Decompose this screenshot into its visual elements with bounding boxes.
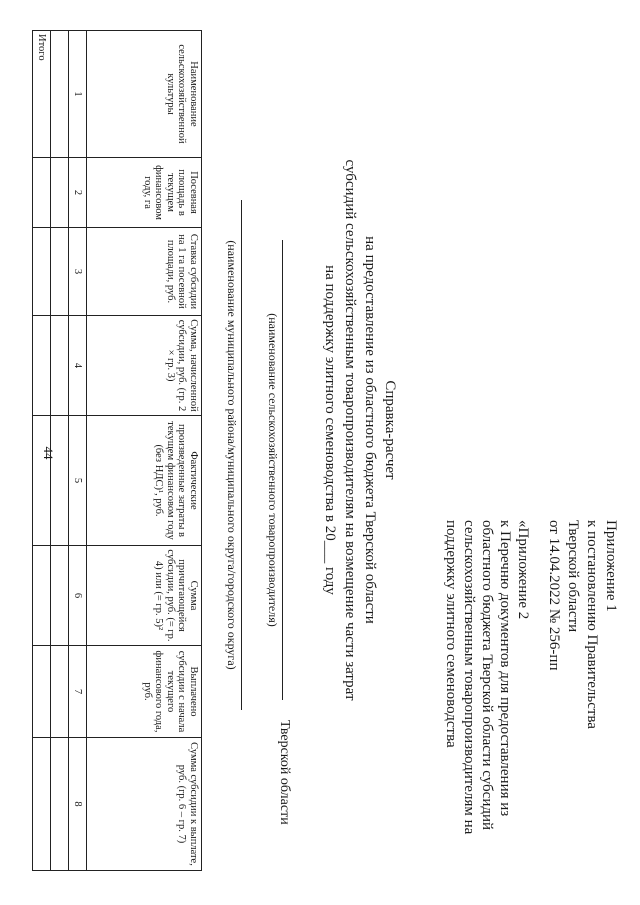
empty-cell [33, 546, 51, 646]
title-line: Справка-расчет [382, 380, 398, 480]
column-number-cell: 3 [69, 228, 87, 316]
empty-cell [33, 738, 51, 871]
column-number-cell: 2 [69, 158, 87, 228]
empty-cell [33, 228, 51, 316]
empty-cell [51, 416, 69, 546]
annex2-header [442, 520, 532, 850]
producer-name-line [282, 240, 283, 700]
rotated-document-content [20, 30, 620, 870]
column-number-row [69, 31, 87, 871]
municipality-caption: (наименование муниципального района/муниципального округа/городского округа) [225, 240, 239, 670]
empty-cell [33, 646, 51, 738]
appendix-line: Тверской области [565, 520, 581, 633]
header-cell: Посевная площадь в текущем финансовом году, га [87, 158, 202, 228]
annex2-line: поддержку элитного семеноводства [443, 520, 459, 748]
empty-cell [51, 316, 69, 416]
header-cell: Сумма субсидии к выплате, руб. (гр. 6 – гр. 7) [87, 738, 202, 871]
municipality-name-line [241, 200, 242, 710]
title-line: на поддержку элитного семеноводства в 20___ году [322, 265, 338, 595]
annex2-line: областного бюджета Тверской области субсидий [479, 520, 495, 831]
title-line: субсидий сельскохозяйственным товаропроизводителям на возмещение части затрат [342, 159, 358, 701]
empty-cell [51, 228, 69, 316]
annex2-line: сельскохозяйственным товаропроизводителям на [461, 520, 477, 835]
header-cell: Выплачено субсидии с начала текущего финансового года, руб. [87, 646, 202, 738]
empty-cell [51, 31, 69, 158]
column-number-cell: 5 [69, 416, 87, 546]
annex2-line: «Приложение 2 [515, 520, 531, 620]
empty-cell [33, 416, 51, 546]
total-label: Итого [33, 31, 51, 158]
header-cell: Сумма, начисленной субсидии, руб. (гр. 2 × гр. 3) [87, 316, 202, 416]
document-title [320, 150, 400, 710]
column-number-cell: 1 [69, 31, 87, 158]
empty-cell [33, 158, 51, 228]
column-number-cell: 8 [69, 738, 87, 871]
appendix-line: от 14.04.2022 № 256-пп [546, 520, 562, 671]
blank-data-row [51, 31, 69, 871]
total-row [33, 31, 51, 871]
header-cell: Ставка субсидии на 1 га посевной площади, руб. [87, 228, 202, 316]
region-name: Тверской области [277, 720, 292, 825]
header-cell: Сумма причитающейся субсидии, руб. (= гр. 4) или (= гр. 5)² [87, 546, 202, 646]
producer-caption: (наименование сельскохозяйственного товаропроизводителя) [266, 313, 280, 627]
table-header-row [87, 31, 202, 871]
appendix-line: к постановлению Правительства [584, 520, 600, 729]
page-number: 44 [41, 446, 56, 460]
empty-cell [51, 158, 69, 228]
annex2-line: к Перечню документов для предоставления из [497, 520, 513, 817]
empty-cell [51, 738, 69, 871]
empty-cell [51, 546, 69, 646]
empty-cell [51, 646, 69, 738]
column-number-cell: 7 [69, 646, 87, 738]
header-cell: Наименование сельскохозяйственной культуры [87, 31, 202, 158]
column-number-cell: 4 [69, 316, 87, 416]
title-line: на предоставление из областного бюджета Тверской области [362, 236, 378, 624]
subsidy-calculation-table [32, 30, 202, 871]
appendix-header [544, 520, 620, 850]
header-cell: Фактические произведенные затраты в текущем финансовом году (без НДС)¹, руб. [87, 416, 202, 546]
empty-cell [33, 316, 51, 416]
appendix-line: Приложение 1 [603, 520, 619, 612]
column-number-cell: 6 [69, 546, 87, 646]
